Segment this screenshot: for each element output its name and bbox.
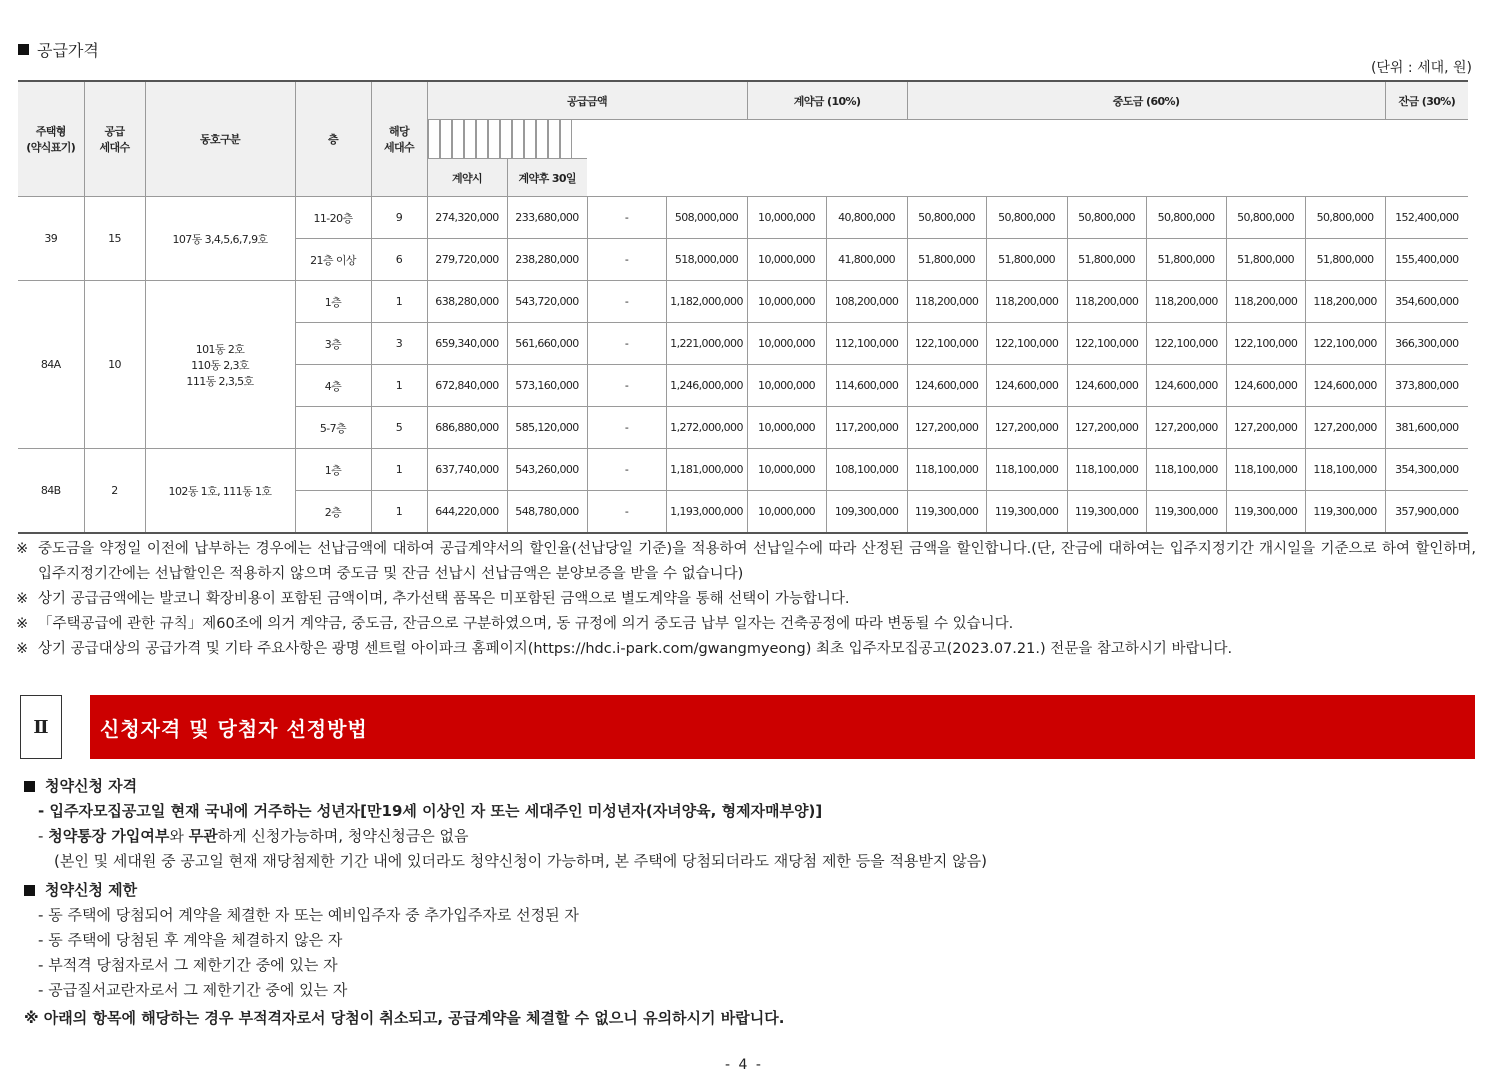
table-cell: 5 xyxy=(371,407,427,449)
table-cell: 127,200,000 xyxy=(1067,407,1146,449)
note-item xyxy=(16,637,1476,662)
header-supply: 공급금액 xyxy=(427,81,747,120)
table-cell: 41,800,000 xyxy=(826,239,907,281)
table-cell: 10,000,000 xyxy=(747,449,826,491)
table-cell: 4층 xyxy=(295,365,371,407)
header-households: 공급 세대수 xyxy=(84,81,145,197)
table-cell: 119,300,000 xyxy=(1226,491,1305,534)
table-cell: 543,720,000 xyxy=(507,281,587,323)
table-cell: 10,000,000 xyxy=(747,407,826,449)
qualification-item-text: 입주자모집공고일 현재 국내에 거주하는 성년자[만19세 이상인 자 또는 세대주인 미성년자(자녀양육, 형제자매부양)] xyxy=(49,802,823,820)
table-cell: 561,660,000 xyxy=(507,323,587,365)
header-c2 xyxy=(487,120,489,158)
table-cell: 109,300,000 xyxy=(826,491,907,534)
table-cell: 118,200,000 xyxy=(986,281,1067,323)
type-cell: 39 xyxy=(18,197,84,281)
table-cell: 127,200,000 xyxy=(1305,407,1385,449)
restriction-item xyxy=(24,953,1464,978)
table-cell: 118,100,000 xyxy=(1226,449,1305,491)
header-dong: 동호구분 xyxy=(145,81,295,197)
table-cell: 122,100,000 xyxy=(1146,323,1226,365)
restriction-item-text: 동 주택에 당첨되어 계약을 체결한 자 또는 예비입주자 중 추가입주자로 선정된 자 xyxy=(48,906,579,924)
table-cell: 366,300,000 xyxy=(1385,323,1468,365)
restriction-item-text: 부적격 당첨자로서 그 제한기간 중에 있는 자 xyxy=(48,956,338,974)
square-bullet-icon xyxy=(18,44,29,55)
table-cell: - xyxy=(587,365,666,407)
header-middle: 중도금 (60%) xyxy=(907,81,1385,120)
header-vat xyxy=(451,120,453,158)
table-cell: 1,221,000,000 xyxy=(666,323,747,365)
table-cell: 119,300,000 xyxy=(986,491,1067,534)
dong-cell: 107동 3,4,5,6,7,9호 xyxy=(145,197,295,281)
table-cell: - xyxy=(587,323,666,365)
table-cell: 124,600,000 xyxy=(907,365,986,407)
table-cell: 118,200,000 xyxy=(1146,281,1226,323)
households-cell: 10 xyxy=(84,281,145,449)
text: 하게 신청가능하며, 청약신청금은 없음 xyxy=(217,827,469,845)
table-cell: 118,100,000 xyxy=(907,449,986,491)
dash: - xyxy=(38,981,44,999)
section-title-text: 공급가격 xyxy=(37,41,99,60)
table-cell: 548,780,000 xyxy=(507,491,587,534)
header-units: 해당 세대수 xyxy=(371,81,427,197)
table-cell: 659,340,000 xyxy=(427,323,507,365)
square-bullet-icon xyxy=(24,885,35,896)
qualification-heading-text: 청약신청 자격 xyxy=(45,777,138,795)
header-m1 xyxy=(499,120,501,158)
table-cell: 51,800,000 xyxy=(1226,239,1305,281)
table-cell: 1,181,000,000 xyxy=(666,449,747,491)
table-cell: 1 xyxy=(371,281,427,323)
table-cell: 50,800,000 xyxy=(1305,197,1385,239)
note-item xyxy=(16,537,1476,587)
note-item xyxy=(16,587,1476,612)
table-row xyxy=(18,449,1468,491)
table-cell: 10,000,000 xyxy=(747,491,826,534)
table-cell: 573,160,000 xyxy=(507,365,587,407)
table-cell: 50,800,000 xyxy=(1226,197,1305,239)
table-cell: 10,000,000 xyxy=(747,239,826,281)
header-amount xyxy=(463,120,465,158)
table-cell: 50,800,000 xyxy=(986,197,1067,239)
bold-text: 무관 xyxy=(188,827,218,845)
note-mark: ※ xyxy=(16,641,29,657)
header-m6 xyxy=(559,120,561,158)
table-cell: 127,200,000 xyxy=(986,407,1067,449)
table-cell: - xyxy=(587,491,666,534)
table-cell: 279,720,000 xyxy=(427,239,507,281)
table-cell: 543,260,000 xyxy=(507,449,587,491)
table-cell: 638,280,000 xyxy=(427,281,507,323)
note-text: 「주택공급에 관한 규칙」제60조에 의거 계약금, 중도금, 잔금으로 구분하였으며, 동 규정에 의거 중도금 납부 일자는 건축공정에 따라 변동될 수 있습니다. xyxy=(38,616,1014,632)
table-cell: 354,300,000 xyxy=(1385,449,1468,491)
table-cell: 238,280,000 xyxy=(507,239,587,281)
table-cell: 50,800,000 xyxy=(1146,197,1226,239)
type-cell: 84A xyxy=(18,281,84,449)
table-cell: 1 xyxy=(371,365,427,407)
households-cell: 2 xyxy=(84,449,145,534)
table-cell: 50,800,000 xyxy=(907,197,986,239)
table-cell: 51,800,000 xyxy=(1067,239,1146,281)
table-cell: 118,200,000 xyxy=(1305,281,1385,323)
table-cell: 585,120,000 xyxy=(507,407,587,449)
dong-cell: 102동 1호, 111동 1호 xyxy=(145,449,295,534)
dash: - xyxy=(38,906,44,924)
table-cell: 644,220,000 xyxy=(427,491,507,534)
table-cell: 10,000,000 xyxy=(747,323,826,365)
table-cell: 3층 xyxy=(295,323,371,365)
table-cell: 274,320,000 xyxy=(427,197,507,239)
table-cell: 1층 xyxy=(295,449,371,491)
table-cell: 1,193,000,000 xyxy=(666,491,747,534)
header-land xyxy=(428,120,429,158)
table-cell: 124,600,000 xyxy=(1067,365,1146,407)
table-cell: - xyxy=(587,239,666,281)
table-cell: 3 xyxy=(371,323,427,365)
restriction-item-text: 동 주택에 당첨된 후 계약을 체결하지 않은 자 xyxy=(48,931,343,949)
table-cell: 51,800,000 xyxy=(907,239,986,281)
table-cell: 122,100,000 xyxy=(1067,323,1146,365)
table-cell: 51,800,000 xyxy=(1305,239,1385,281)
header-type: 주택형 (약식표기) xyxy=(18,81,84,197)
restriction-item-text: 공급질서교란자로서 그 제한기간 중에 있는 자 xyxy=(48,981,348,999)
header-c1-date: 계약시 xyxy=(427,159,507,197)
table-cell: 1층 xyxy=(295,281,371,323)
table-cell: 112,100,000 xyxy=(826,323,907,365)
table-cell: 672,840,000 xyxy=(427,365,507,407)
table-cell: 124,600,000 xyxy=(1146,365,1226,407)
table-row xyxy=(18,281,1468,323)
qualification-heading xyxy=(24,774,1464,799)
dong-cell: 101동 2호 110동 2,3호 111동 2,3,5호 xyxy=(145,281,295,449)
table-cell: 637,740,000 xyxy=(427,449,507,491)
header-c2-date: 계약후 30일 xyxy=(507,159,587,197)
table-cell: 118,100,000 xyxy=(986,449,1067,491)
section-2-body xyxy=(24,774,1464,1031)
table-row xyxy=(18,197,1468,239)
restriction-item xyxy=(24,978,1464,1003)
table-cell: 10,000,000 xyxy=(747,197,826,239)
note-item xyxy=(16,612,1476,637)
table-cell: 118,100,000 xyxy=(1146,449,1226,491)
note-text: 상기 공급금액에는 발코니 확장비용이 포함된 금액이며, 추가선택 품목은 미포함된 금액으로 별도계약을 통해 선택이 가능합니다. xyxy=(38,591,850,607)
note-mark: ※ xyxy=(16,541,29,557)
table-cell: 508,000,000 xyxy=(666,197,747,239)
table-cell: 114,600,000 xyxy=(826,365,907,407)
table-cell: 108,200,000 xyxy=(826,281,907,323)
note-text: 중도금을 약정일 이전에 납부하는 경우에는 선납금액에 대하여 공급계약서의 할인율(선납당일 기준)을 적용하여 선납일수에 따라 산정된 금액을 할인합니다.(단, 잔금에 대하여는 입주지정기간 개시일을 기준으로 하여 할인하며, 입주지정기간에는 선납할인은 적용하지 않으며 중도금 및 잔금 선납시 선납금액은 분양보증을 받을 수 없습니다) xyxy=(38,541,1476,582)
dash: - xyxy=(38,956,44,974)
table-cell: 122,100,000 xyxy=(1226,323,1305,365)
table-cell: 1,272,000,000 xyxy=(666,407,747,449)
table-cell: 518,000,000 xyxy=(666,239,747,281)
table-cell: 1,246,000,000 xyxy=(666,365,747,407)
table-cell: 10,000,000 xyxy=(747,281,826,323)
table-cell: 5-7층 xyxy=(295,407,371,449)
table-cell: 127,200,000 xyxy=(1146,407,1226,449)
table-cell: 152,400,000 xyxy=(1385,197,1468,239)
unit-label: (단위 : 세대, 원) xyxy=(1370,60,1472,76)
header-balance: 잔금 (30%) xyxy=(1385,81,1468,120)
table-cell: 122,100,000 xyxy=(907,323,986,365)
table-cell: 127,200,000 xyxy=(907,407,986,449)
header-move-in xyxy=(571,120,572,158)
table-cell: 119,300,000 xyxy=(1305,491,1385,534)
header-m5 xyxy=(547,120,549,158)
table-cell: 686,880,000 xyxy=(427,407,507,449)
section-number: Ⅱ xyxy=(20,695,62,759)
section-2-title-text: 신청자격 및 당첨자 선정방법 xyxy=(100,716,368,741)
table-cell: 119,300,000 xyxy=(907,491,986,534)
section-2-title xyxy=(90,695,1475,759)
dash: - xyxy=(38,931,44,949)
table-cell: - xyxy=(587,281,666,323)
table-cell: 357,900,000 xyxy=(1385,491,1468,534)
table-cell: 6 xyxy=(371,239,427,281)
section-2-header xyxy=(20,695,1475,759)
table-cell: 11-20층 xyxy=(295,197,371,239)
table-cell: 10,000,000 xyxy=(747,365,826,407)
table-cell: 233,680,000 xyxy=(507,197,587,239)
page-number: - 4 - xyxy=(725,1057,763,1073)
table-cell: 354,600,000 xyxy=(1385,281,1468,323)
table-cell: 118,200,000 xyxy=(907,281,986,323)
table-cell: - xyxy=(587,197,666,239)
table-cell: - xyxy=(587,449,666,491)
table-cell: 124,600,000 xyxy=(1226,365,1305,407)
bold-text: 청약통장 가입여부 xyxy=(48,827,170,845)
table-cell: 1,182,000,000 xyxy=(666,281,747,323)
header-m4 xyxy=(535,120,537,158)
qualification-note: (본인 및 세대원 중 공고일 현재 재당첨제한 기간 내에 있더라도 청약신청이 가능하며, 본 주택에 당첨되더라도 재당첨 제한 등을 적용받지 않음) xyxy=(54,852,988,870)
note-text: 상기 공급대상의 공급가격 및 기타 주요사항은 광명 센트럴 아이파크 홈페이지(https://hdc.i-park.com/gwangmyeong) 최초 입주자모집공고(2023.07.21.) 전문을 참고하시기 바랍니다. xyxy=(38,641,1233,657)
price-table xyxy=(18,80,1468,534)
table-cell: 118,200,000 xyxy=(1226,281,1305,323)
note-mark: ※ xyxy=(16,616,29,632)
note-mark: ※ xyxy=(16,591,29,607)
table-cell: 373,800,000 xyxy=(1385,365,1468,407)
table-cell: 50,800,000 xyxy=(1067,197,1146,239)
table-cell: 40,800,000 xyxy=(826,197,907,239)
table-cell: 122,100,000 xyxy=(986,323,1067,365)
table-cell: 51,800,000 xyxy=(986,239,1067,281)
dash: - xyxy=(38,827,44,845)
table-cell: 124,600,000 xyxy=(1305,365,1385,407)
table-cell: 1 xyxy=(371,449,427,491)
notes xyxy=(16,537,1476,662)
qualification-item xyxy=(24,799,1464,824)
table-cell: 155,400,000 xyxy=(1385,239,1468,281)
table-cell: 118,200,000 xyxy=(1067,281,1146,323)
table-cell: 108,100,000 xyxy=(826,449,907,491)
table-cell: 9 xyxy=(371,197,427,239)
table-cell: 118,100,000 xyxy=(1067,449,1146,491)
warning-note: ※ 아래의 항목에 해당하는 경우 부적격자로서 당첨이 취소되고, 공급계약을 체결할 수 없으니 유의하시기 바랍니다. xyxy=(24,1009,785,1027)
table-cell: 124,600,000 xyxy=(986,365,1067,407)
restriction-heading-text: 청약신청 제한 xyxy=(45,881,138,899)
header-c1 xyxy=(475,120,477,158)
table-cell: 118,100,000 xyxy=(1305,449,1385,491)
restriction-item xyxy=(24,928,1464,953)
section-title xyxy=(18,38,99,61)
table-cell: 119,300,000 xyxy=(1067,491,1146,534)
table-cell: 119,300,000 xyxy=(1146,491,1226,534)
households-cell: 15 xyxy=(84,197,145,281)
header-floor: 층 xyxy=(295,81,371,197)
header-build xyxy=(439,120,441,158)
dash: - xyxy=(38,802,45,820)
table-cell: 21층 이상 xyxy=(295,239,371,281)
type-cell: 84B xyxy=(18,449,84,534)
table-cell: 122,100,000 xyxy=(1305,323,1385,365)
table-cell: - xyxy=(587,407,666,449)
header-contract: 계약금 (10%) xyxy=(747,81,907,120)
table-cell: 117,200,000 xyxy=(826,407,907,449)
square-bullet-icon xyxy=(24,781,35,792)
restriction-heading xyxy=(24,878,1464,903)
header-m3 xyxy=(523,120,525,158)
restriction-item xyxy=(24,903,1464,928)
table-cell: 51,800,000 xyxy=(1146,239,1226,281)
table-cell: 127,200,000 xyxy=(1226,407,1305,449)
table-cell: 381,600,000 xyxy=(1385,407,1468,449)
header-m2 xyxy=(511,120,513,158)
table-cell: 2층 xyxy=(295,491,371,534)
qualification-item xyxy=(24,824,1464,849)
text: 와 xyxy=(169,827,189,845)
table-cell: 1 xyxy=(371,491,427,534)
